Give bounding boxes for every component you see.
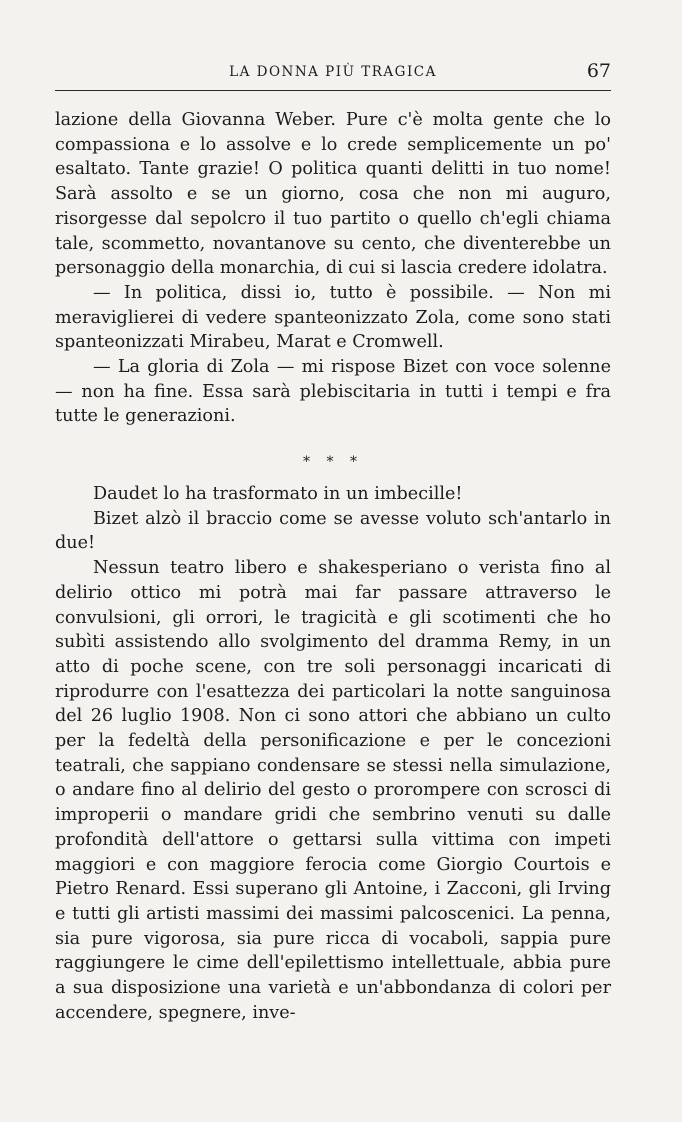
paragraph: Daudet lo ha trasformato in un imbecille! [93, 484, 463, 504]
text-block-top [55, 108, 611, 429]
section-divider: * * * [303, 454, 363, 470]
paragraph: — In politica, dissi io, tutto è possibile. — Non mi meraviglierei di vedere spanteonizzato Zola, come sono stati spanteonizzati Mirabeu, Marat e Cromwell. [55, 282, 611, 353]
page-number: 67 [586, 60, 611, 82]
header-rule [55, 90, 611, 91]
paragraph: Nessun teatro libero e shakesperiano o verista fino al delirio ottico mi potrà mai far passare attraverso le convulsioni, gli orrori, le tragicità e gli scotimenti che ho subìti assistendo allo svolgimento del dramma Remy, in un atto di poche scene, con tre soli personaggi incaricati di riprodurre con l'esattezza dei particolari la notte sanguinosa del 26 luglio 1908. Non ci sono attori che abbiano un culto per la fedeltà della personificazione e per le concezioni teatrali, che sappiano condensare se stessi nella simulazione, o andare fino al delirio del gesto o prorompere con scrosci di improperii o mandare gridi che sembrino venuti su dalle profondità dell'attore o gettarsi sulla vittima con impeti maggiori e con maggiore ferocia come Giorgio Courtois e Pietro Renard. Essi superano gli Antoine, i Zacconi, gli Irving e tutti gli artisti massimi dei massimi palcoscenici. La penna, sia pure vigorosa, sia pure ricca di vocaboli, sappia pure raggiungere le cime dell'epilettismo intellettuale, abbia pure a sua disposizione una varietà e un'abbondanza di colori per accendere, spegnere, inve- [55, 558, 611, 1023]
running-title: LA DONNA PIÙ TRAGICA [229, 64, 437, 80]
page-header [55, 60, 611, 88]
text-block-bottom [55, 482, 611, 1025]
paragraph: lazione della Giovanna Weber. Pure c'è molta gente che lo compassiona e lo assolve e lo crede semplicemente un po' esaltato. Tante grazie! O politica quanti delitti in tuo nome! Sarà assolto e se un giorno, cosa che non mi auguro, risorgesse dal sepolcro il tuo partito o quello ch'egli chiama tale, scommetto, novantanove su cento, che diventerebbe un personaggio della monarchia, di cui si lascia credere idolatra. [55, 110, 611, 279]
paragraph: Bizet alzò il braccio come se avesse voluto sch'antarlo in due! [55, 508, 611, 554]
paragraph: — La gloria di Zola — mi rispose Bizet con voce solenne — non ha fine. Essa sarà plebiscitaria in tutti i tempi e fra tutte le generazioni. [55, 357, 611, 427]
